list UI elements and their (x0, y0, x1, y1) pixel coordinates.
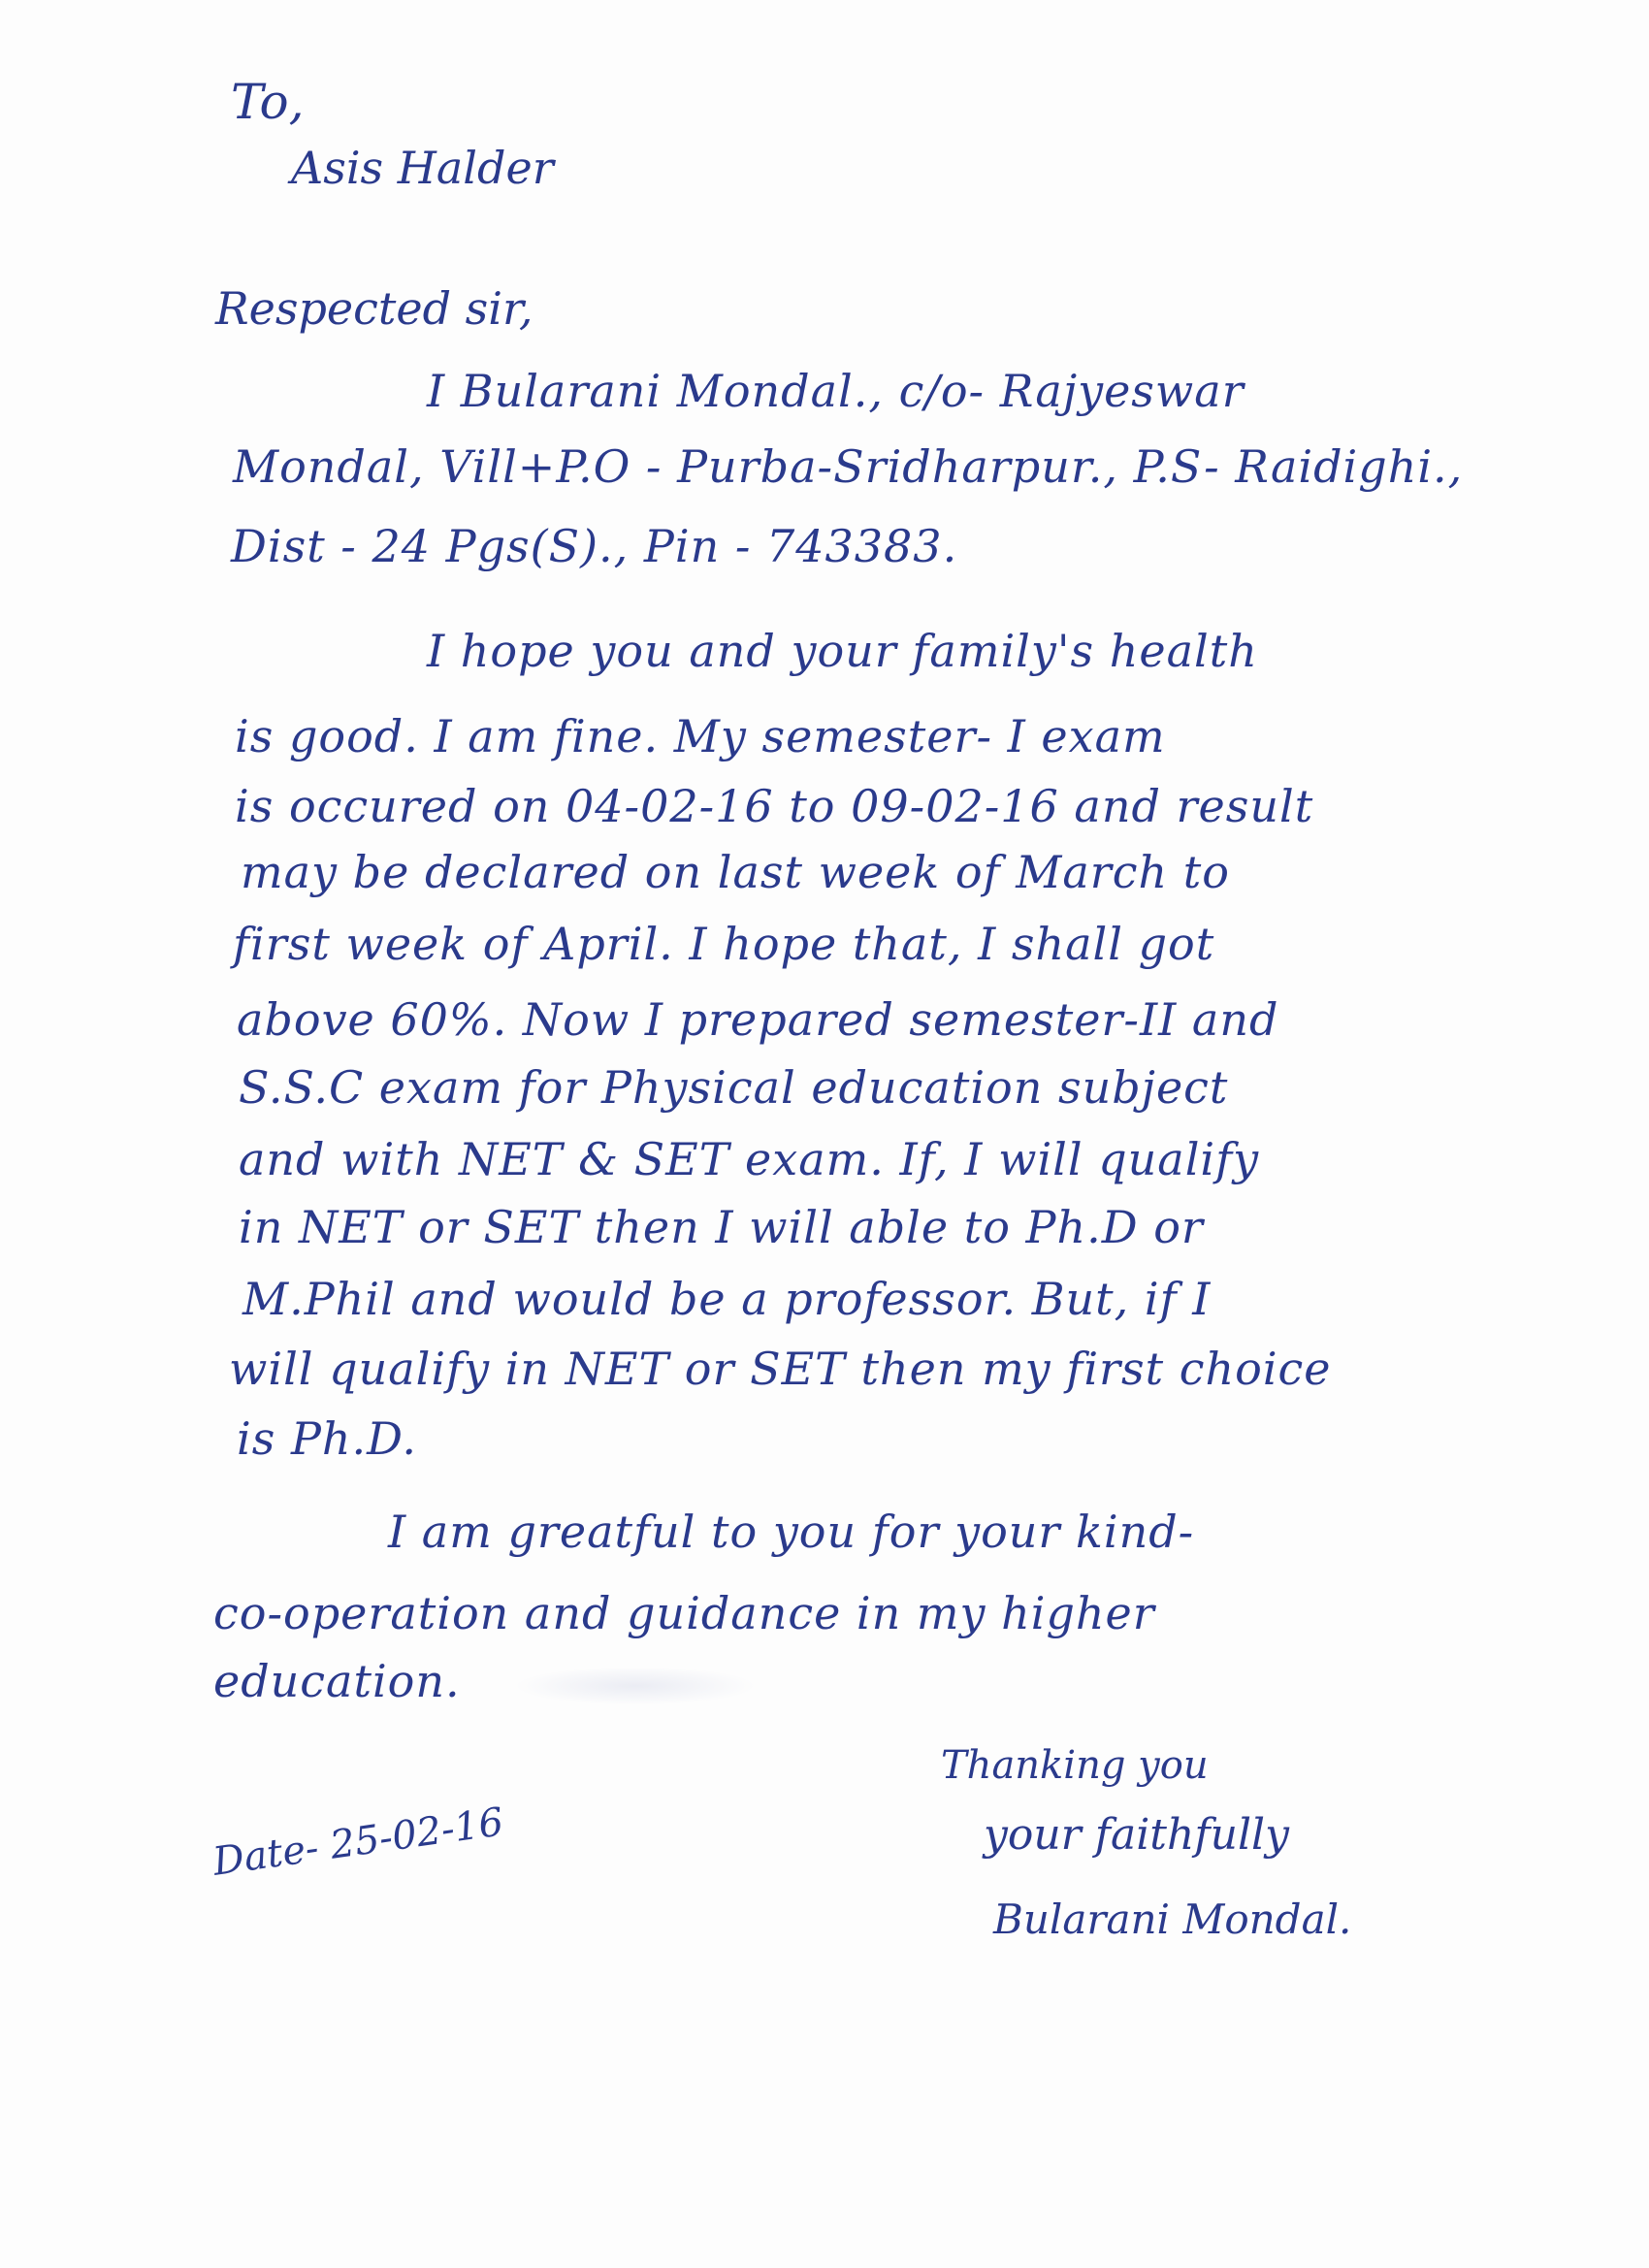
letter-line: is good. I am fine. My semester- I exam (235, 710, 1166, 762)
to-label: To, (231, 74, 305, 130)
letter-line: co-operation and guidance in my higher (213, 1587, 1155, 1639)
letter-line: I Bularani Mondal., c/o- Rajyeswar (427, 365, 1245, 417)
closing-line-2: your faithfully (984, 1810, 1289, 1860)
ink-smudge (514, 1667, 757, 1705)
letter-line: I hope you and your family's health (427, 625, 1258, 677)
letter-line: may be declared on last week of March to (241, 846, 1230, 898)
salutation: Respected sir, (215, 282, 534, 335)
addressee-name: Asis Halder (291, 142, 554, 194)
letter-line: education. (213, 1655, 461, 1707)
letter-line: Mondal, Vill+P.O - Purba-Sridharpur., P.S- Raidighi., (233, 440, 1464, 493)
letter-line: above 60%. Now I prepared semester-II and (237, 993, 1279, 1046)
letter-line: will qualify in NET or SET then my first choice (229, 1343, 1332, 1395)
letter-line: M.Phil and would be a professor. But, if I (242, 1273, 1212, 1325)
letter-line: I am greatful to you for your kind- (388, 1506, 1195, 1558)
letter-date: Date- 25-02-16 (210, 1799, 506, 1885)
closing-line: Thanking you (941, 1743, 1209, 1788)
letter-line: S.S.C exam for Physical education subject (239, 1061, 1229, 1114)
letter-line: is occured on 04-02-16 to 09-02-16 and result (235, 780, 1314, 832)
letter-line: and with NET & SET exam. If, I will qualify (239, 1133, 1260, 1185)
letter-line: first week of April. I hope that, I shall got (233, 918, 1215, 970)
signature: Bularani Mondal. (993, 1895, 1352, 1943)
letter-line: Dist - 24 Pgs(S)., Pin - 743383. (231, 520, 958, 572)
letter-line: in NET or SET then I will able to Ph.D or (239, 1201, 1204, 1253)
letter-line: is Ph.D. (237, 1412, 418, 1465)
